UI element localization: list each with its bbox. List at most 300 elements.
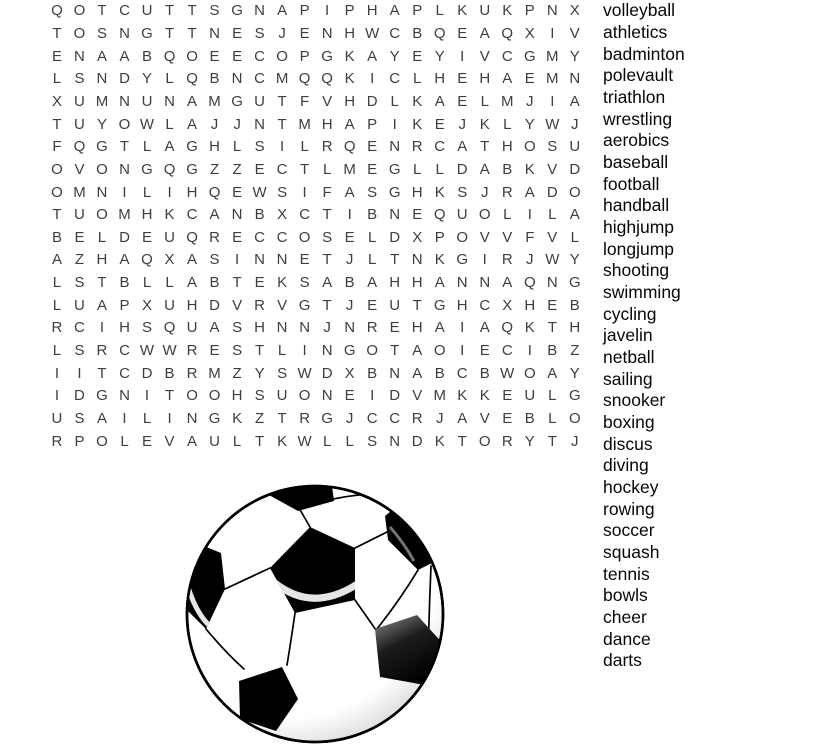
grid-letter: N xyxy=(479,274,491,292)
grid-letter: E xyxy=(299,251,310,269)
grid-letter: L xyxy=(52,274,62,292)
grid-letter: S xyxy=(96,25,107,43)
grid-letter: W xyxy=(297,364,312,382)
word-list-item: boxing xyxy=(603,411,655,432)
grid-letter: I xyxy=(167,183,172,201)
grid-letter: Q xyxy=(163,47,176,65)
grid-letter: I xyxy=(550,25,555,43)
grid-letter: E xyxy=(367,138,378,156)
grid-letter: A xyxy=(569,206,580,224)
word-list-item: triathlon xyxy=(603,86,666,107)
grid-letter: P xyxy=(367,115,378,133)
grid-letter: V xyxy=(232,296,243,314)
grid-letter: I xyxy=(122,409,127,427)
grid-letter: L xyxy=(503,115,512,133)
grid-letter: K xyxy=(457,2,468,20)
grid-letter: G xyxy=(141,25,153,43)
grid-letter: G xyxy=(568,387,581,405)
grid-letter: A xyxy=(209,319,220,337)
grid-letter: T xyxy=(547,319,557,337)
grid-letter: N xyxy=(411,251,423,269)
grid-letter: O xyxy=(523,138,536,156)
grid-letter: C xyxy=(254,70,265,88)
grid-letter: M xyxy=(433,387,446,405)
grid-letter: R xyxy=(186,342,198,360)
grid-letter: A xyxy=(457,409,468,427)
grid-letter: S xyxy=(367,432,378,450)
grid-letter: N xyxy=(276,251,288,269)
grid-letter: A xyxy=(412,364,423,382)
grid-letter: E xyxy=(344,228,355,246)
grid-letter: M xyxy=(208,364,221,382)
grid-letter: R xyxy=(501,432,513,450)
grid-letter: J xyxy=(571,115,579,133)
grid-letter: T xyxy=(97,274,107,292)
word-list-item: polevault xyxy=(603,65,674,86)
grid-letter: Q xyxy=(163,160,176,178)
grid-letter: X xyxy=(51,92,62,110)
grid-letter: R xyxy=(186,364,198,382)
grid-letter: S xyxy=(254,138,265,156)
grid-letter: W xyxy=(545,251,560,269)
grid-letter: A xyxy=(96,409,107,427)
grid-letter: L xyxy=(97,228,107,246)
grid-letter: O xyxy=(186,387,198,405)
grid-letter: N xyxy=(321,25,333,43)
grid-letter: D xyxy=(321,364,333,382)
grid-letter: R xyxy=(299,409,311,427)
grid-letter: T xyxy=(390,251,400,269)
grid-letter: W xyxy=(252,183,267,201)
grid-letter: G xyxy=(96,387,108,405)
grid-letter: G xyxy=(186,160,198,178)
grid-letter: F xyxy=(525,228,535,246)
grid-letter: O xyxy=(298,228,311,246)
grid-letter: Q xyxy=(141,251,153,269)
grid-letter: H xyxy=(209,138,220,156)
grid-letter: K xyxy=(434,432,445,450)
grid-letter: Q xyxy=(433,206,446,224)
grid-letter: Y xyxy=(569,47,580,65)
grid-letter: O xyxy=(568,183,581,201)
grid-letter: D xyxy=(389,228,401,246)
grid-letter: E xyxy=(344,387,355,405)
grid-letter: L xyxy=(142,274,152,292)
soccer-ball-icon xyxy=(184,483,446,745)
grid-letter: V xyxy=(479,409,490,427)
grid-letter: U xyxy=(524,387,536,405)
grid-letter: T xyxy=(480,138,490,156)
grid-letter: A xyxy=(322,274,333,292)
grid-letter: C xyxy=(434,138,446,156)
grid-letter: O xyxy=(478,432,491,450)
grid-letter: S xyxy=(367,183,378,201)
grid-letter: K xyxy=(412,92,423,110)
grid-letter: I xyxy=(527,342,532,360)
grid-letter: U xyxy=(141,92,153,110)
grid-letter: D xyxy=(74,387,85,405)
grid-letter: J xyxy=(233,115,241,133)
grid-letter: J xyxy=(480,183,489,201)
grid-letter: J xyxy=(458,115,466,133)
grid-letter: I xyxy=(460,342,465,360)
grid-letter: A xyxy=(277,2,288,20)
grid-letter: S xyxy=(299,274,310,292)
grid-letter: G xyxy=(321,47,333,65)
grid-letter: M xyxy=(95,92,109,110)
grid-letter: I xyxy=(122,183,127,201)
grid-letter: A xyxy=(344,115,355,133)
grid-letter: E xyxy=(524,70,535,88)
grid-letter: I xyxy=(370,70,375,88)
grid-letter: A xyxy=(479,319,490,337)
word-list-item: darts xyxy=(603,650,642,671)
grid-letter: K xyxy=(344,47,355,65)
grid-letter: D xyxy=(209,296,220,314)
grid-letter: Q xyxy=(298,70,311,88)
grid-letter: N xyxy=(96,183,108,201)
word-list-item: sailing xyxy=(603,368,653,389)
grid-letter: T xyxy=(52,25,62,43)
grid-letter: N xyxy=(321,387,333,405)
grid-letter: L xyxy=(345,432,354,450)
grid-letter: M xyxy=(118,206,131,224)
grid-letter: S xyxy=(254,387,265,405)
grid-letter: J xyxy=(526,92,534,110)
word-list-item: baseball xyxy=(603,151,669,172)
grid-letter: K xyxy=(502,2,513,20)
grid-letter: O xyxy=(568,409,581,427)
grid-letter: S xyxy=(74,409,85,427)
grid-letter: A xyxy=(51,251,62,269)
grid-letter: U xyxy=(479,2,491,20)
grid-letter: Q xyxy=(433,25,446,43)
grid-letter: A xyxy=(569,92,580,110)
grid-letter: I xyxy=(144,387,150,405)
grid-letter: W xyxy=(162,342,177,360)
grid-letter: A xyxy=(209,206,220,224)
grid-letter: B xyxy=(524,409,535,427)
word-list-item: swimming xyxy=(603,281,681,302)
grid-letter: G xyxy=(343,342,356,360)
grid-letter: H xyxy=(344,25,356,43)
word-list-item: athletics xyxy=(603,21,668,42)
grid-letter: V xyxy=(74,160,85,178)
grid-letter: G xyxy=(388,160,401,178)
grid-letter: E xyxy=(232,25,243,43)
grid-letter: D xyxy=(119,228,130,246)
grid-letter: A xyxy=(389,2,400,20)
grid-letter: T xyxy=(255,342,265,360)
grid-letter: N xyxy=(389,364,401,382)
grid-letter: E xyxy=(51,47,62,65)
grid-letter: S xyxy=(547,138,558,156)
grid-letter: N xyxy=(299,319,311,337)
grid-letter: S xyxy=(457,183,468,201)
grid-letter: B xyxy=(412,25,423,43)
grid-letter: M xyxy=(298,115,311,133)
grid-letter: C xyxy=(119,342,130,360)
grid-letter: L xyxy=(165,274,174,292)
grid-letter: U xyxy=(209,432,220,450)
grid-letter: K xyxy=(524,160,535,178)
grid-letter: J xyxy=(278,25,286,43)
grid-letter: B xyxy=(209,70,220,88)
grid-letter: E xyxy=(389,319,400,337)
grid-letter: D xyxy=(411,432,423,450)
grid-letter: N xyxy=(186,409,198,427)
word-list-item: bowls xyxy=(603,585,648,606)
grid-letter: T xyxy=(232,274,242,292)
grid-letter: I xyxy=(302,183,307,201)
grid-letter: A xyxy=(434,319,445,337)
grid-letter: E xyxy=(479,342,490,360)
grid-letter: U xyxy=(186,319,198,337)
grid-letter: R xyxy=(501,183,513,201)
grid-letter: L xyxy=(570,228,579,246)
grid-letter: N xyxy=(254,115,265,133)
grid-letter: A xyxy=(367,47,378,65)
grid-letter: T xyxy=(52,206,62,224)
grid-letter: E xyxy=(299,25,310,43)
grid-letter: X xyxy=(569,2,580,20)
grid-letter: R xyxy=(51,432,63,450)
grid-letter: R xyxy=(254,296,265,314)
grid-letter: L xyxy=(142,138,152,156)
grid-letter: X xyxy=(502,296,513,314)
grid-letter: K xyxy=(277,432,288,450)
word-list-item: discus xyxy=(603,433,653,454)
word-list-item: football xyxy=(603,173,660,194)
word-list-item: diving xyxy=(603,455,649,476)
grid-letter: M xyxy=(208,92,221,110)
grid-letter: S xyxy=(209,2,220,20)
grid-letter: J xyxy=(210,115,219,133)
grid-letter: E xyxy=(142,432,153,450)
grid-letter: V xyxy=(412,387,423,405)
grid-letter: Y xyxy=(389,47,400,65)
grid-letter: N xyxy=(276,319,288,337)
grid-letter: A xyxy=(367,274,378,292)
grid-letter: K xyxy=(232,409,243,427)
grid-letter: B xyxy=(569,296,580,314)
grid-letter: D xyxy=(569,160,581,178)
grid-letter: N xyxy=(254,2,265,20)
grid-letter: O xyxy=(51,183,63,201)
grid-letter: H xyxy=(141,206,153,224)
word-list-item: tennis xyxy=(603,563,650,584)
grid-letter: H xyxy=(411,319,423,337)
word-list-item: aerobics xyxy=(603,130,670,151)
grid-letter: Z xyxy=(255,409,265,427)
grid-letter: T xyxy=(164,387,175,405)
grid-letter: M xyxy=(546,70,559,88)
grid-letter: Q xyxy=(186,70,198,88)
grid-letter: Z xyxy=(209,160,220,178)
grid-letter: H xyxy=(434,70,446,88)
grid-letter: L xyxy=(435,2,444,20)
grid-letter: B xyxy=(209,274,220,292)
grid-letter: E xyxy=(74,228,85,246)
grid-letter: Y xyxy=(569,251,580,269)
grid-letter: H xyxy=(569,319,581,337)
grid-letter: K xyxy=(277,274,288,292)
grid-letter: G xyxy=(231,2,243,20)
grid-letter: U xyxy=(389,296,401,314)
grid-letter: A xyxy=(434,92,445,110)
grid-letter: Y xyxy=(142,70,153,88)
grid-letter: T xyxy=(277,115,287,133)
grid-letter: O xyxy=(523,364,536,382)
grid-letter: C xyxy=(276,160,288,178)
grid-letter: W xyxy=(139,115,155,133)
grid-letter: S xyxy=(74,274,85,292)
grid-letter: Z xyxy=(74,251,85,269)
grid-letter: O xyxy=(433,342,446,360)
grid-letter: Z xyxy=(232,364,242,382)
grid-letter: O xyxy=(366,342,378,360)
grid-letter: Q xyxy=(163,319,176,337)
grid-letter: R xyxy=(96,342,108,360)
grid-letter: W xyxy=(139,342,155,360)
grid-letter: H xyxy=(411,274,423,292)
grid-letter: I xyxy=(302,342,307,360)
grid-letter: E xyxy=(367,296,378,314)
grid-letter: T xyxy=(97,364,107,382)
grid-letter: T xyxy=(52,115,62,133)
grid-letter: N xyxy=(546,2,558,20)
grid-letter: L xyxy=(367,251,377,269)
word-list-item: dance xyxy=(603,628,651,649)
grid-letter: I xyxy=(482,251,487,269)
grid-letter: F xyxy=(322,183,332,201)
grid-letter: F xyxy=(52,138,62,156)
grid-letter: T xyxy=(97,2,107,20)
grid-letter: N xyxy=(96,70,108,88)
grid-letter: W xyxy=(500,364,515,382)
word-list-item: wrestling xyxy=(603,108,673,129)
grid-letter: E xyxy=(367,160,378,178)
grid-letter: G xyxy=(456,251,469,269)
word-list xyxy=(603,0,685,672)
grid-letter: R xyxy=(51,319,63,337)
grid-letter: C xyxy=(254,47,265,65)
grid-letter: J xyxy=(526,251,534,269)
word-list-item: cycling xyxy=(603,303,657,324)
grid-letter: E xyxy=(254,160,265,178)
grid-letter: N xyxy=(164,92,175,110)
grid-letter: C xyxy=(299,206,311,224)
grid-letter: M xyxy=(73,183,86,201)
grid-letter: Z xyxy=(570,342,580,360)
grid-letter: K xyxy=(344,70,355,88)
grid-letter: N xyxy=(389,206,401,224)
grid-letter: T xyxy=(322,206,332,224)
grid-letter: A xyxy=(479,160,490,178)
grid-letter: R xyxy=(411,409,423,427)
grid-letter: G xyxy=(388,183,401,201)
grid-letter: M xyxy=(343,160,356,178)
grid-letter: T xyxy=(457,432,467,450)
grid-letter: S xyxy=(277,364,288,382)
grid-letter: E xyxy=(412,47,423,65)
grid-letter: I xyxy=(54,364,60,382)
grid-letter: I xyxy=(527,206,532,224)
grid-letter: H xyxy=(186,296,198,314)
grid-letter: Q xyxy=(51,2,63,20)
word-list-item: rowing xyxy=(603,498,655,519)
grid-letter: N xyxy=(546,274,558,292)
word-list-item: longjump xyxy=(603,238,675,259)
grid-letter: Y xyxy=(524,115,535,133)
grid-letter: J xyxy=(345,409,354,427)
grid-letter: S xyxy=(254,25,265,43)
grid-letter: P xyxy=(74,432,85,450)
grid-letter: X xyxy=(164,251,175,269)
grid-letter: H xyxy=(186,183,198,201)
grid-letter: H xyxy=(344,92,356,110)
grid-letter: A xyxy=(187,274,198,292)
grid-letter: G xyxy=(231,92,243,110)
grid-letter: U xyxy=(164,228,175,246)
grid-letter: L xyxy=(322,160,332,178)
grid-letter: P xyxy=(434,228,445,246)
grid-letter: N xyxy=(569,70,581,88)
grid-letter: L xyxy=(413,70,422,88)
grid-letter: S xyxy=(322,228,333,246)
grid-letter: N xyxy=(119,387,130,405)
grid-letter: U xyxy=(276,387,288,405)
grid-letter: L xyxy=(503,206,512,224)
word-list-item: handball xyxy=(603,195,670,216)
grid-letter: G xyxy=(523,47,536,65)
grid-letter: S xyxy=(232,319,243,337)
grid-letter: E xyxy=(457,92,468,110)
grid-letter: T xyxy=(322,251,332,269)
grid-letter: H xyxy=(389,274,401,292)
grid-letter: I xyxy=(392,115,397,133)
grid-letter: C xyxy=(389,70,401,88)
grid-letter: P xyxy=(412,2,423,20)
grid-letter: T xyxy=(322,296,332,314)
grid-letter: N xyxy=(231,70,243,88)
grid-letter: C xyxy=(501,342,513,360)
grid-letter: E xyxy=(232,183,243,201)
grid-letter: H xyxy=(96,251,108,269)
word-list-item: netball xyxy=(603,346,655,367)
grid-letter: W xyxy=(365,25,380,43)
grid-letter: L xyxy=(52,70,62,88)
grid-letter: E xyxy=(502,409,513,427)
grid-letter: B xyxy=(502,160,513,178)
grid-letter: A xyxy=(479,25,490,43)
grid-letter: U xyxy=(569,138,581,156)
grid-letter: N xyxy=(119,92,130,110)
grid-letter: H xyxy=(231,387,243,405)
grid-letter: T xyxy=(390,342,400,360)
grid-letter: Q xyxy=(73,138,86,156)
grid-letter: L xyxy=(548,387,557,405)
grid-letter: H xyxy=(254,319,265,337)
grid-letter: X xyxy=(524,25,535,43)
grid-letter: T xyxy=(164,25,175,43)
grid-letter: C xyxy=(186,206,198,224)
grid-letter: N xyxy=(389,138,401,156)
grid-letter: B xyxy=(367,206,378,224)
grid-letter: T xyxy=(119,138,130,156)
grid-letter: O xyxy=(186,47,198,65)
grid-letter: T xyxy=(164,2,175,20)
